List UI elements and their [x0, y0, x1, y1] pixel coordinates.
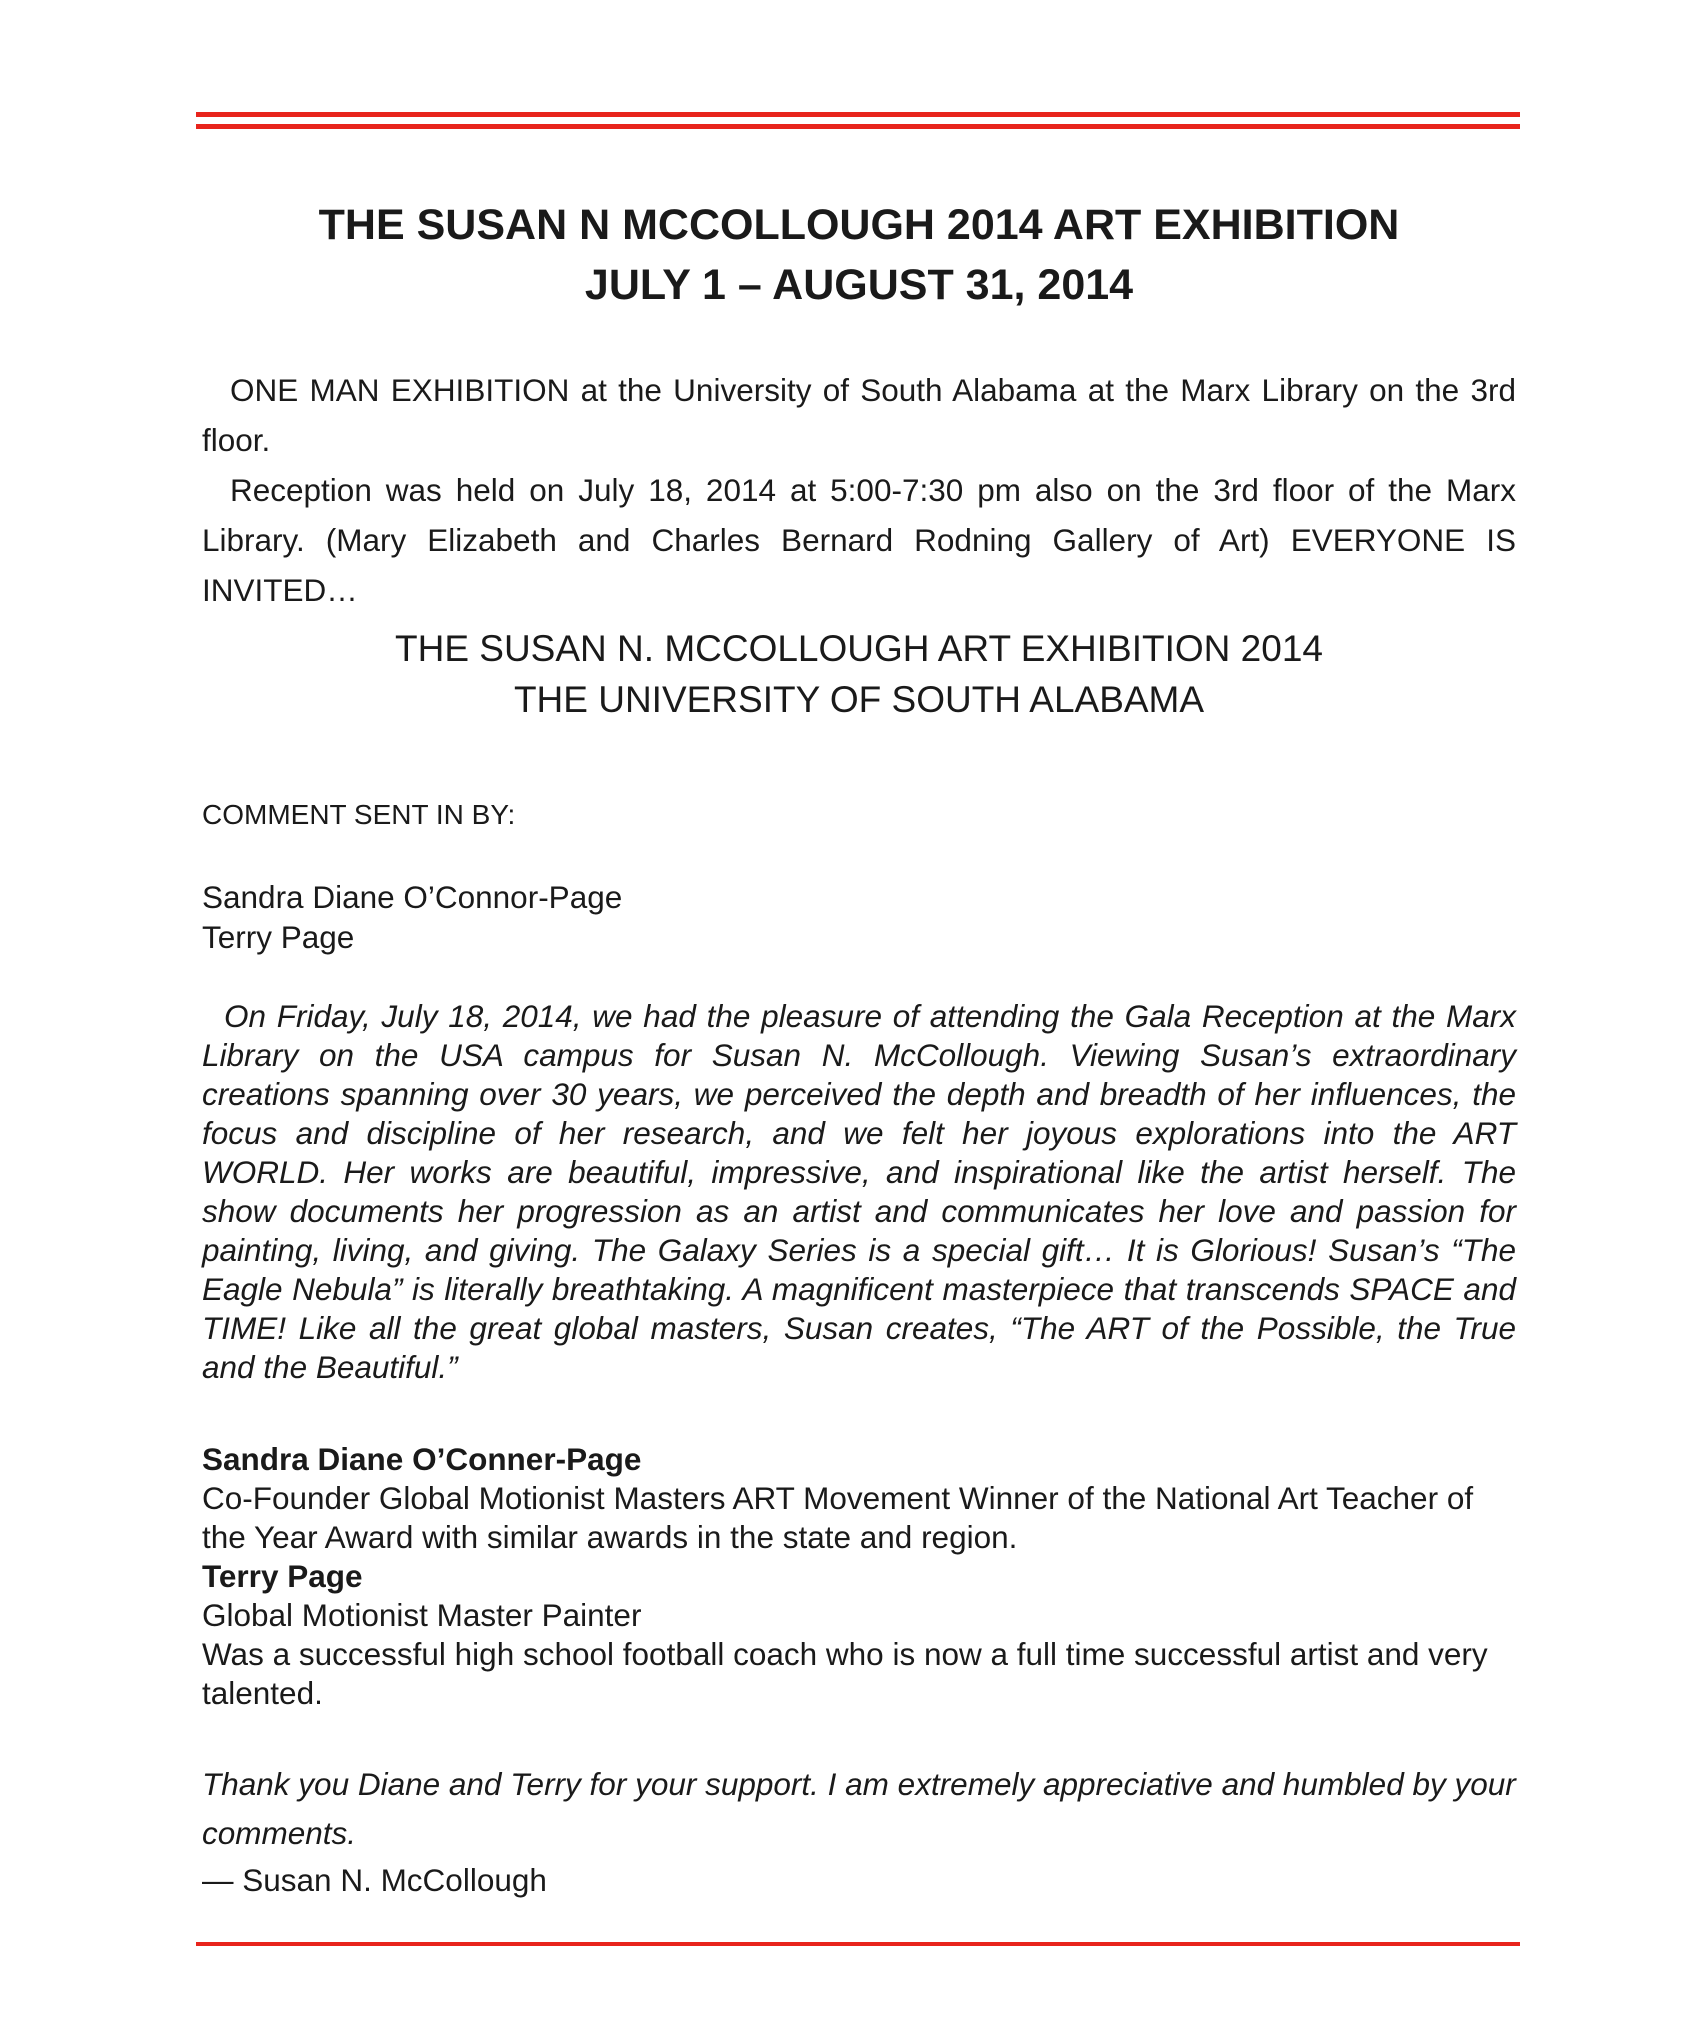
subtitle-line-2: THE UNIVERSITY OF SOUTH ALABAMA	[513, 679, 1205, 720]
top-rule-2	[196, 124, 1520, 129]
commenter-name-1: Sandra Diane O’Connor-Page	[202, 879, 623, 915]
title-line-2: JULY 1 – AUGUST 31, 2014	[584, 261, 1134, 309]
title-line-1: THE SUSAN N MCCOLLOUGH 2014 ART EXHIBITION	[318, 201, 1400, 249]
intro-paragraph-1: ONE MAN EXHIBITION at the University of South Alabama at the Marx Library on the 3rd floor.	[202, 372, 1516, 458]
top-rule-1	[196, 112, 1520, 117]
bio-1-name: Sandra Diane O’Conner-Page	[202, 1441, 642, 1477]
commenter-names	[202, 877, 1516, 957]
subtitle-line-1: THE SUSAN N. MCCOLLOUGH ART EXHIBITION 2014	[395, 628, 1323, 669]
page-title	[202, 195, 1516, 315]
bio-2-name: Terry Page	[202, 1558, 363, 1594]
intro-section	[202, 365, 1516, 615]
bio-2-title: Global Motionist Master Painter	[202, 1597, 642, 1633]
bios-section	[202, 1440, 1516, 1713]
commenter-name-2: Terry Page	[202, 919, 355, 955]
bio-2-text: Was a successful high school football coach who is now a full time successful artist and very talented.	[202, 1636, 1488, 1711]
exhibition-subtitle	[202, 623, 1516, 725]
testimonial-text: On Friday, July 18, 2014, we had the pleasure of attending the Gala Reception at the Marx Library on the USA campus for Susan N. McCollough. Viewing Susan’s extraordinary creations spanning over 30 years, we perceived the depth and breadth of her influences, the focus and discipline of her research, and we felt her joyous explorations into the ART WORLD. Her works are beautiful, impressive, and inspirational like the artist herself. The show documents her progression as an artist and communicates her love and passion for painting, living, and giving. The Galaxy Series is a special gift… It is Glorious! Susan’s “The Eagle Nebula” is literally breathtaking. A magnificent masterpiece that transcends SPACE and TIME! Like all the great global masters, Susan creates, “The ART of the Possible, the True and the Beautiful.”	[202, 998, 1516, 1385]
document-body	[202, 195, 1516, 1902]
bottom-rule	[196, 1942, 1520, 1946]
comment-label: COMMENT SENT IN BY:	[202, 799, 516, 830]
thank-you-note: Thank you Diane and Terry for your support. I am extremely appreciative and humbled by your comments.	[202, 1766, 1516, 1851]
intro-paragraph-2: Reception was held on July 18, 2014 at 5:00-7:30 pm also on the 3rd floor of the Marx Library. (Mary Elizabeth and Charles Bernard Rodning Gallery of Art) EVERYONE IS INVITED…	[202, 472, 1516, 608]
bio-1-text: Co-Founder Global Motionist Masters ART Movement Winner of the National Art Teacher of the Year Award with similar awards in the state and region.	[202, 1480, 1474, 1555]
signoff: — Susan N. McCollough	[202, 1862, 547, 1898]
